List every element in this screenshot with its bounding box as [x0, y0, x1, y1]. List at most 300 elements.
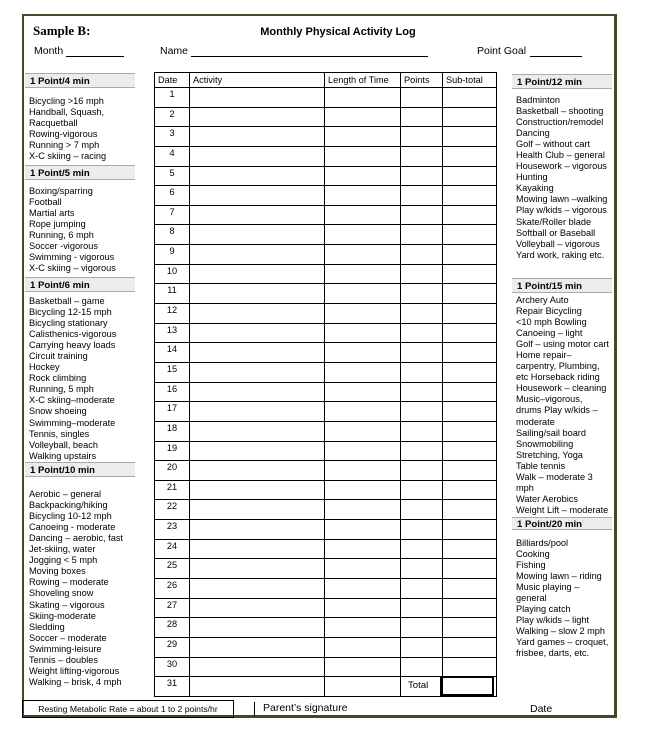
length-cell[interactable] [325, 284, 401, 304]
activity-cell[interactable] [190, 461, 325, 481]
right-list-15min [516, 295, 609, 516]
points-cell[interactable] [401, 323, 443, 343]
activity-item: Play w/kids – light [516, 615, 590, 626]
length-cell[interactable] [325, 539, 401, 559]
activity-item: Carrying heavy loads [29, 340, 116, 351]
subtotal-cell[interactable] [443, 284, 497, 304]
points-cell[interactable] [401, 284, 443, 304]
activity-item: Weight Lift – moderate [516, 504, 609, 515]
activity-item: Kayaking [516, 183, 554, 194]
date-cell: 13 [155, 323, 190, 343]
activity-item: Hunting [516, 172, 548, 183]
activity-item: Construction/remodel [516, 117, 604, 128]
length-cell[interactable] [325, 618, 401, 638]
activity-item: Water Aerobics [516, 493, 578, 504]
activity-item: Canoeing - moderate [29, 522, 116, 533]
subtotal-cell[interactable] [443, 225, 497, 245]
table-row [155, 598, 497, 618]
subtotal-cell[interactable] [443, 657, 497, 677]
length-cell[interactable] [325, 107, 401, 127]
points-cell[interactable] [401, 362, 443, 382]
date-cell: 1 [155, 88, 190, 108]
activity-cell[interactable] [190, 480, 325, 500]
col-header-points: Points [401, 73, 443, 88]
activity-item: Jet-skiing, water [29, 544, 96, 555]
activity-item: Running, 5 mph [29, 384, 94, 395]
length-cell[interactable] [325, 88, 401, 108]
date-label: Date [530, 703, 553, 715]
activity-item: etc Horseback riding [516, 372, 600, 383]
length-cell[interactable] [325, 127, 401, 147]
activity-item: Running > 7 mph [29, 140, 100, 151]
length-cell[interactable] [325, 637, 401, 657]
table-row [155, 421, 497, 441]
activity-item: Circuit training [29, 351, 88, 362]
length-cell[interactable] [325, 657, 401, 677]
activity-item [29, 478, 123, 489]
activity-item: Soccer -vigorous [29, 241, 98, 252]
subtotal-cell[interactable] [443, 441, 497, 461]
points-cell[interactable] [401, 245, 443, 265]
table-row [155, 402, 497, 422]
date-cell: 11 [155, 284, 190, 304]
subtotal-cell[interactable] [443, 579, 497, 599]
subtotal-cell[interactable] [443, 559, 497, 579]
table-row [155, 382, 497, 402]
table-row [155, 88, 497, 108]
length-cell[interactable] [325, 205, 401, 225]
subtotal-cell[interactable] [443, 245, 497, 265]
activity-item: Yard games – croquet, [516, 637, 609, 648]
activity-item: Dancing – aerobic, fast [29, 533, 123, 544]
page-title: Monthly Physical Activity Log [260, 26, 416, 38]
total-label: Total [408, 680, 429, 691]
date-cell: 22 [155, 500, 190, 520]
date-cell: 20 [155, 461, 190, 481]
table-row [155, 264, 497, 284]
left-list-10min [29, 478, 123, 688]
table-row [155, 205, 497, 225]
length-cell[interactable] [325, 441, 401, 461]
points-cell[interactable] [401, 421, 443, 441]
activity-cell[interactable] [190, 107, 325, 127]
activity-item: moderate [516, 416, 555, 427]
activity-item: Running, 6 mph [29, 230, 94, 241]
left-heading-10min: 1 Point/10 min [25, 462, 135, 477]
activity-item: mph [516, 482, 534, 493]
points-cell[interactable] [401, 441, 443, 461]
activity-item: Play w/kids – vigorous [516, 205, 607, 216]
activity-cell[interactable] [190, 284, 325, 304]
points-cell[interactable] [401, 559, 443, 579]
activity-item: X-C skiing – vigorous [29, 263, 116, 274]
right-heading-20min: 1 Point/20 min [512, 517, 612, 530]
activity-log-table [154, 72, 497, 697]
activity-item: Snowmobiling [516, 438, 574, 449]
activity-item: Swimming - vigorous [29, 252, 115, 263]
activity-cell[interactable] [190, 304, 325, 324]
activity-item: Playing catch [516, 604, 571, 615]
activity-item: Walking – slow 2 mph [516, 626, 606, 637]
activity-item: Soccer – moderate [29, 632, 107, 643]
point-goal-field[interactable] [530, 46, 582, 57]
subtotal-cell[interactable] [443, 382, 497, 402]
length-cell[interactable] [325, 362, 401, 382]
activity-item: Golf – using motor cart [516, 339, 609, 350]
col-header-subtotal: Sub-total [443, 73, 497, 88]
date-cell: 16 [155, 382, 190, 402]
points-cell[interactable] [401, 146, 443, 166]
activity-item: Hockey [29, 362, 60, 373]
table-row [155, 480, 497, 500]
subtotal-cell[interactable] [443, 500, 497, 520]
activity-item: Snow shoeing [29, 406, 87, 417]
length-cell[interactable] [325, 480, 401, 500]
activity-item: Volleyball – vigorous [516, 238, 600, 249]
table-row [155, 323, 497, 343]
length-cell[interactable] [325, 343, 401, 363]
activity-item: Skate/Roller blade [516, 216, 592, 227]
points-cell[interactable] [401, 579, 443, 599]
table-row [155, 127, 497, 147]
activity-item: Skating – vigorous [29, 599, 105, 610]
length-cell[interactable] [325, 500, 401, 520]
activity-item: Skiing-moderate [29, 610, 96, 621]
points-cell[interactable] [401, 205, 443, 225]
points-cell[interactable] [401, 166, 443, 186]
date-cell: 26 [155, 579, 190, 599]
activity-item: Canoeing – light [516, 328, 583, 339]
activity-item: Rowing-vigorous [29, 129, 98, 140]
left-heading-4min: 1 Point/4 min [25, 73, 135, 88]
activity-item: Martial arts [29, 208, 75, 219]
points-cell[interactable] [401, 186, 443, 206]
activity-item: Walking – brisk, 4 mph [29, 676, 122, 687]
activity-item: <10 mph Bowling [516, 317, 587, 328]
date-cell: 14 [155, 343, 190, 363]
length-cell[interactable] [325, 520, 401, 540]
activity-cell[interactable] [190, 579, 325, 599]
col-header-length: Length of Time [325, 73, 401, 88]
length-cell[interactable] [325, 323, 401, 343]
activity-item: carpentry, Plumbing, [516, 361, 600, 372]
points-cell[interactable] [401, 637, 443, 657]
activity-item: Basketball – game [29, 296, 105, 306]
name-field[interactable] [191, 46, 428, 57]
activity-item: Aerobic – general [29, 489, 102, 500]
activity-item: Health Club – general [516, 150, 605, 161]
points-cell[interactable] [401, 500, 443, 520]
length-cell[interactable] [325, 677, 401, 697]
activity-item: Badminton [516, 95, 560, 105]
subtotal-cell[interactable] [443, 539, 497, 559]
length-cell[interactable] [325, 461, 401, 481]
table-row [155, 225, 497, 245]
activity-item: Stretching, Yoga [516, 449, 583, 460]
activity-item: Backpacking/hiking [29, 500, 108, 511]
points-cell[interactable] [401, 382, 443, 402]
length-cell[interactable] [325, 421, 401, 441]
activity-item: Weight lifting-vigorous [29, 665, 120, 676]
activity-item: Sledding [29, 621, 65, 632]
col-header-date: Date [155, 73, 190, 88]
table-row [155, 520, 497, 540]
left-list-4min [29, 96, 106, 162]
subtotal-cell[interactable] [443, 323, 497, 343]
points-cell[interactable] [401, 657, 443, 677]
subtotal-cell[interactable] [443, 618, 497, 638]
left-list-6min [29, 296, 116, 462]
activity-cell[interactable] [190, 637, 325, 657]
points-cell[interactable] [401, 88, 443, 108]
table-header-row [155, 73, 497, 88]
length-cell[interactable] [325, 402, 401, 422]
date-cell: 18 [155, 421, 190, 441]
activity-item: Mowing lawn –walking [516, 194, 608, 205]
date-cell: 10 [155, 264, 190, 284]
activity-cell[interactable] [190, 421, 325, 441]
activity-item: Dancing [516, 128, 550, 139]
activity-item: Billiards/pool [516, 538, 569, 548]
date-cell: 25 [155, 559, 190, 579]
activity-cell[interactable] [190, 657, 325, 677]
length-cell[interactable] [325, 264, 401, 284]
subtotal-cell[interactable] [443, 343, 497, 363]
left-list-5min [29, 186, 116, 274]
left-heading-6min: 1 Point/6 min [25, 277, 135, 292]
subtotal-cell[interactable] [443, 362, 497, 382]
subtotal-cell[interactable] [443, 637, 497, 657]
points-cell[interactable] [401, 225, 443, 245]
col-header-activity: Activity [190, 73, 325, 88]
activity-cell[interactable] [190, 88, 325, 108]
parent-signature-label: Parent’s signature [254, 702, 347, 716]
points-cell[interactable] [401, 598, 443, 618]
table-row [155, 362, 497, 382]
activity-cell[interactable] [190, 677, 325, 697]
subtotal-cell[interactable] [443, 304, 497, 324]
activity-cell[interactable] [190, 323, 325, 343]
left-heading-5min: 1 Point/5 min [25, 165, 135, 180]
points-cell[interactable] [401, 461, 443, 481]
activity-item: Boxing/sparring [29, 186, 93, 196]
activity-cell[interactable] [190, 343, 325, 363]
activity-item: Bicycling 12-15 mph [29, 307, 112, 318]
activity-item: Rope jumping [29, 219, 86, 230]
activity-cell[interactable] [190, 225, 325, 245]
length-cell[interactable] [325, 598, 401, 618]
point-goal-label: Point Goal [477, 45, 527, 57]
table-row [155, 500, 497, 520]
date-cell: 2 [155, 107, 190, 127]
table-row [155, 107, 497, 127]
sample-label: Sample B: [33, 23, 91, 38]
activity-cell[interactable] [190, 402, 325, 422]
activity-cell[interactable] [190, 205, 325, 225]
activity-item: Bicycling >16 mph [29, 96, 104, 106]
subtotal-cell[interactable] [443, 520, 497, 540]
points-cell[interactable] [401, 618, 443, 638]
activity-item: Handball, Squash, [29, 107, 105, 118]
activity-item: Repair Bicycling [516, 306, 582, 317]
date-cell: 6 [155, 186, 190, 206]
length-cell[interactable] [325, 579, 401, 599]
activity-item: Table tennis [516, 460, 566, 471]
activity-cell[interactable] [190, 382, 325, 402]
activity-cell[interactable] [190, 264, 325, 284]
table-row [155, 343, 497, 363]
table-row [155, 579, 497, 599]
date-cell: 9 [155, 245, 190, 265]
activity-item: general [516, 593, 547, 604]
month-field[interactable] [66, 46, 124, 57]
activity-cell[interactable] [190, 520, 325, 540]
activity-item: Basketball – shooting [516, 106, 604, 117]
points-cell[interactable] [401, 304, 443, 324]
activity-cell[interactable] [190, 245, 325, 265]
activity-item: Archery Auto [516, 295, 569, 305]
activity-item: Bicycling stationary [29, 318, 108, 329]
subtotal-cell[interactable] [443, 146, 497, 166]
activity-item: Mowing lawn – riding [516, 571, 602, 582]
activity-item: Tennis, singles [29, 428, 90, 439]
activity-cell[interactable] [190, 598, 325, 618]
date-cell: 28 [155, 618, 190, 638]
date-cell: 4 [155, 146, 190, 166]
date-cell: 12 [155, 304, 190, 324]
date-cell: 15 [155, 362, 190, 382]
activity-item: Walking upstairs [29, 450, 97, 461]
table-row [155, 657, 497, 677]
activity-item: Moving boxes [29, 566, 86, 577]
activity-item: Housework – cleaning [516, 383, 607, 394]
activity-item: Softball or Baseball [516, 227, 596, 238]
date-cell: 17 [155, 402, 190, 422]
length-cell[interactable] [325, 225, 401, 245]
table-row [155, 304, 497, 324]
subtotal-cell[interactable] [443, 186, 497, 206]
points-cell[interactable] [401, 264, 443, 284]
activity-cell[interactable] [190, 127, 325, 147]
activity-item: Tennis – doubles [29, 654, 98, 665]
length-cell[interactable] [325, 166, 401, 186]
date-cell: 3 [155, 127, 190, 147]
length-cell[interactable] [325, 146, 401, 166]
date-cell: 8 [155, 225, 190, 245]
points-cell[interactable] [401, 480, 443, 500]
date-cell: 29 [155, 637, 190, 657]
points-cell[interactable] [401, 402, 443, 422]
date-cell: 24 [155, 539, 190, 559]
month-label: Month [34, 45, 64, 57]
date-cell: 31 [155, 677, 190, 697]
activity-item: X-C skiing–moderate [29, 395, 115, 406]
activity-item: Music–vigorous, [516, 394, 583, 405]
activity-item: frisbee, darts, etc. [516, 648, 590, 659]
points-cell[interactable] [401, 343, 443, 363]
table-row [155, 284, 497, 304]
length-cell[interactable] [325, 304, 401, 324]
activity-item: drums Play w/kids – [516, 405, 598, 416]
activity-cell[interactable] [190, 146, 325, 166]
activity-cell[interactable] [190, 186, 325, 206]
activity-item: Swimming-leisure [29, 643, 102, 654]
points-cell[interactable] [401, 127, 443, 147]
activity-item: Football [29, 197, 62, 208]
subtotal-cell[interactable] [443, 127, 497, 147]
activity-cell[interactable] [190, 539, 325, 559]
table-row [155, 461, 497, 481]
subtotal-cell[interactable] [443, 402, 497, 422]
total-field[interactable] [440, 676, 494, 696]
points-cell[interactable] [401, 520, 443, 540]
activity-cell[interactable] [190, 166, 325, 186]
activity-cell[interactable] [190, 618, 325, 638]
activity-item: Cooking [516, 549, 550, 560]
date-cell: 7 [155, 205, 190, 225]
table-row [155, 441, 497, 461]
subtotal-cell[interactable] [443, 107, 497, 127]
activity-item: Rowing – moderate [29, 577, 109, 588]
length-cell[interactable] [325, 559, 401, 579]
table-row [155, 186, 497, 206]
activity-cell[interactable] [190, 362, 325, 382]
activity-item: Swimming–moderate [29, 417, 116, 428]
activity-cell[interactable] [190, 441, 325, 461]
subtotal-cell[interactable] [443, 461, 497, 481]
activity-item: Rock climbing [29, 373, 87, 384]
activity-cell[interactable] [190, 559, 325, 579]
length-cell[interactable] [325, 245, 401, 265]
points-cell[interactable] [401, 539, 443, 559]
table-row [155, 637, 497, 657]
date-cell: 5 [155, 166, 190, 186]
activity-item: Yard work, raking etc. [516, 249, 605, 260]
activity-item: Home repair– [516, 350, 572, 361]
date-cell: 27 [155, 598, 190, 618]
activity-item: Shoveling snow [29, 588, 94, 599]
table-row [155, 559, 497, 579]
activity-item: Sailing/sail board [516, 427, 586, 438]
activity-item: X-C skiing – racing [29, 151, 107, 162]
subtotal-cell[interactable] [443, 264, 497, 284]
table-row [155, 166, 497, 186]
name-label: Name [160, 45, 189, 57]
activity-item: Music playing – [516, 582, 580, 593]
subtotal-cell[interactable] [443, 598, 497, 618]
table-row [155, 539, 497, 559]
date-cell: 30 [155, 657, 190, 677]
activity-item: Fishing [516, 560, 546, 571]
date-cell: 19 [155, 441, 190, 461]
activity-item: Walk – moderate 3 [516, 471, 593, 482]
subtotal-cell[interactable] [443, 166, 497, 186]
subtotal-cell[interactable] [443, 88, 497, 108]
date-cell: 23 [155, 520, 190, 540]
activity-item: Racquetball [29, 118, 78, 129]
right-list-20min [516, 538, 608, 660]
activity-cell[interactable] [190, 500, 325, 520]
subtotal-cell[interactable] [443, 421, 497, 441]
activity-item: Calisthenics-vigorous [29, 329, 117, 340]
length-cell[interactable] [325, 382, 401, 402]
subtotal-cell[interactable] [443, 205, 497, 225]
length-cell[interactable] [325, 186, 401, 206]
subtotal-cell[interactable] [443, 480, 497, 500]
table-row [155, 245, 497, 265]
points-cell[interactable] [401, 107, 443, 127]
activity-item: Bicycling 10-12 mph [29, 511, 112, 522]
